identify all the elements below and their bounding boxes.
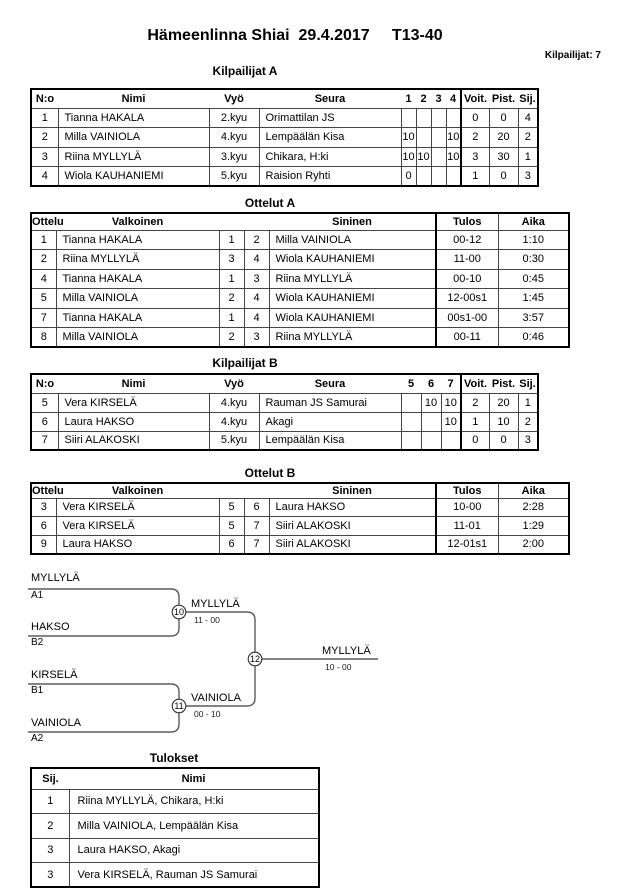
wins-cell: 0 — [461, 108, 489, 128]
match-winner-12: MYLLYLÄ — [322, 645, 371, 657]
section-title-ottelut-a: Ottelut A — [244, 196, 296, 210]
blue-player-number: 7 — [244, 535, 269, 554]
table-row — [31, 328, 569, 348]
bracket-slot-name: VAINIOLA — [31, 717, 81, 729]
col-header-ottelu: Ottelu — [31, 213, 56, 230]
competitor-club: Chikara, H:ki — [259, 147, 401, 167]
blue-player-number: 3 — [244, 269, 269, 289]
table-row — [31, 412, 538, 431]
blue-player: Milla VAINIOLA — [269, 230, 436, 250]
table-header-row — [31, 768, 319, 789]
bracket-line-slot-b1 — [28, 684, 179, 699]
col-header-nimi: Nimi — [69, 768, 319, 789]
wins-cell: 2 — [461, 128, 489, 148]
competitor-club: Orimattilan JS — [259, 108, 401, 128]
points-cell: 0 — [489, 108, 518, 128]
placement-cell: 3 — [31, 838, 69, 863]
competitor-club: Rauman JS Samurai — [259, 393, 401, 412]
white-player-number: 1 — [219, 230, 244, 250]
white-player: Tianna HAKALA — [56, 269, 219, 289]
match-result: 11-00 — [436, 250, 498, 270]
match-result: 00-12 — [436, 230, 498, 250]
score-cell — [401, 412, 421, 431]
score-cell — [416, 108, 431, 128]
blue-player-number: 3 — [244, 328, 269, 348]
score-cell — [431, 108, 446, 128]
white-player-number: 6 — [219, 535, 244, 554]
matches-table-b — [30, 482, 570, 555]
points-cell: 30 — [489, 147, 518, 167]
competitor-count: Kilpailijat: 7 — [544, 50, 601, 61]
placement-cell: 2 — [518, 128, 538, 148]
table-row — [31, 147, 538, 167]
blue-player-number: 4 — [244, 250, 269, 270]
col-header-no: N:o — [31, 89, 58, 108]
match-number: 8 — [31, 328, 56, 348]
col-header-aika: Aika — [498, 213, 569, 230]
placement-cell: 2 — [518, 412, 538, 431]
page-title: Hämeenlinna Shiai 29.4.2017 T13-40 — [147, 27, 443, 44]
white-player: Vera KIRSELÄ — [56, 498, 219, 517]
table-row — [31, 308, 569, 328]
col-header-pist: Pist. — [489, 89, 518, 108]
competitors-table-a — [30, 88, 539, 187]
competitor-name: Laura HAKSO — [58, 412, 209, 431]
col-header-sij: Sij. — [518, 89, 538, 108]
col-header-round: 3 — [431, 89, 446, 108]
placement-cell: 1 — [518, 147, 538, 167]
table-row — [31, 230, 569, 250]
table-row — [31, 269, 569, 289]
competitor-club: Lempäälän Kisa — [259, 128, 401, 148]
match-time: 0:45 — [498, 269, 569, 289]
competitor-name: Vera KIRSELÄ — [58, 393, 209, 412]
competitor-number: 1 — [31, 108, 58, 128]
match-winner-10: MYLLYLÄ — [191, 598, 240, 610]
match-number-10: 10 — [173, 607, 184, 617]
col-header-aika: Aika — [498, 483, 569, 498]
table-header-row — [31, 89, 538, 108]
bracket-slot-name: KIRSELÄ — [31, 669, 78, 681]
competitor-belt: 5.kyu — [209, 431, 259, 450]
competitor-belt: 4.kyu — [209, 128, 259, 148]
blue-player: Riina MYLLYLÄ — [269, 269, 436, 289]
result-name: Vera KIRSELÄ, Rauman JS Samurai — [69, 863, 319, 888]
col-header-voit: Voit. — [461, 89, 489, 108]
wins-cell: 3 — [461, 147, 489, 167]
match-time: 1:45 — [498, 289, 569, 309]
score-cell: 10 — [401, 147, 416, 167]
placement-cell: 3 — [31, 863, 69, 888]
col-header-round: 2 — [416, 89, 431, 108]
competitor-number: 2 — [31, 128, 58, 148]
results-table — [30, 767, 320, 888]
table-row — [31, 289, 569, 309]
competitor-number: 5 — [31, 393, 58, 412]
points-cell: 20 — [489, 393, 518, 412]
col-header-sininen: Sininen — [269, 483, 436, 498]
match-score-12: 10 - 00 — [325, 662, 352, 672]
table-row — [31, 814, 319, 839]
white-player-number: 1 — [219, 308, 244, 328]
competitor-belt: 5.kyu — [209, 167, 259, 187]
table-row — [31, 517, 569, 536]
bracket-slot-seed: A2 — [31, 733, 44, 744]
points-cell: 10 — [489, 412, 518, 431]
medal-bracket — [0, 560, 630, 760]
col-header-spacer — [219, 213, 244, 230]
bracket-slot-seed: B2 — [31, 637, 44, 648]
blue-player-number: 4 — [244, 308, 269, 328]
white-player: Tianna HAKALA — [56, 308, 219, 328]
bracket-slot-name: MYLLYLÄ — [31, 572, 80, 584]
col-header-sij: Sij. — [518, 374, 538, 393]
section-title-kilpailijat-a: Kilpailijat A — [212, 64, 278, 78]
blue-player-number: 6 — [244, 498, 269, 517]
match-number: 4 — [31, 269, 56, 289]
white-player: Milla VAINIOLA — [56, 328, 219, 348]
col-header-round: 7 — [441, 374, 461, 393]
blue-player: Wiola KAUHANIEMI — [269, 308, 436, 328]
score-cell: 10 — [416, 147, 431, 167]
placement-cell: 1 — [518, 393, 538, 412]
score-cell — [431, 147, 446, 167]
table-header-row — [31, 483, 569, 498]
table-row — [31, 393, 538, 412]
table-row — [31, 789, 319, 814]
white-player: Vera KIRSELÄ — [56, 517, 219, 536]
match-time: 2:28 — [498, 498, 569, 517]
table-row — [31, 250, 569, 270]
col-header-pist: Pist. — [489, 374, 518, 393]
col-header-sij: Sij. — [31, 768, 69, 789]
table-row — [31, 863, 319, 888]
competitor-number: 4 — [31, 167, 58, 187]
wins-cell: 1 — [461, 167, 489, 187]
blue-player: Laura HAKSO — [269, 498, 436, 517]
blue-player-number: 7 — [244, 517, 269, 536]
competitors-table-b — [30, 373, 539, 451]
points-cell: 0 — [489, 167, 518, 187]
competitor-number: 3 — [31, 147, 58, 167]
match-time: 2:00 — [498, 535, 569, 554]
table-row — [31, 128, 538, 148]
wins-cell: 0 — [461, 431, 489, 450]
match-result: 00-11 — [436, 328, 498, 348]
competitor-club: Raision Ryhti — [259, 167, 401, 187]
score-cell — [441, 431, 461, 450]
col-header-vyo: Vyö — [209, 89, 259, 108]
col-header-tulos: Tulos — [436, 483, 498, 498]
match-number: 3 — [31, 498, 56, 517]
blue-player: Wiola KAUHANIEMI — [269, 289, 436, 309]
col-header-sininen: Sininen — [269, 213, 436, 230]
col-header-nimi: Nimi — [58, 374, 209, 393]
result-name: Laura HAKSO, Akagi — [69, 838, 319, 863]
wins-cell: 2 — [461, 393, 489, 412]
white-player-number: 2 — [219, 289, 244, 309]
match-score-10: 11 - 00 — [194, 615, 220, 625]
table-header-row — [31, 213, 569, 230]
col-header-ottelu: Ottelu — [32, 484, 64, 497]
placement-cell: 3 — [518, 431, 538, 450]
col-header-valkoinen: Valkoinen — [56, 483, 219, 498]
points-cell: 0 — [489, 431, 518, 450]
match-number: 9 — [31, 535, 56, 554]
bracket-slot-seed: A1 — [31, 590, 44, 601]
score-cell: 10 — [441, 393, 461, 412]
white-player: Laura HAKSO — [56, 535, 219, 554]
match-result: 12-01s1 — [436, 535, 498, 554]
bracket-lines — [0, 560, 630, 760]
placement-cell: 3 — [518, 167, 538, 187]
competitor-number: 6 — [31, 412, 58, 431]
placement-cell: 2 — [31, 814, 69, 839]
col-header-spacer — [244, 213, 269, 230]
col-header-nimi: Nimi — [58, 89, 209, 108]
bracket-slot-seed: B1 — [31, 685, 44, 696]
col-header-voit: Voit. — [461, 374, 489, 393]
table-row — [31, 167, 538, 187]
blue-player-number: 2 — [244, 230, 269, 250]
col-header-valkoinen: Valkoinen — [56, 213, 219, 230]
col-header-vyo: Vyö — [209, 374, 259, 393]
table-header-row — [31, 374, 538, 393]
score-cell: 10 — [446, 128, 461, 148]
table-row — [31, 108, 538, 128]
table-row — [31, 498, 569, 517]
white-player-number: 5 — [219, 517, 244, 536]
competitor-name: Siiri ALAKOSKI — [58, 431, 209, 450]
bracket-line-slot-a1 — [28, 589, 179, 605]
competitor-name: Riina MYLLYLÄ — [58, 147, 209, 167]
match-time: 1:29 — [498, 517, 569, 536]
white-player: Riina MYLLYLÄ — [56, 250, 219, 270]
score-cell — [446, 108, 461, 128]
score-cell — [416, 128, 431, 148]
score-cell — [421, 412, 441, 431]
match-result: 00s1-00 — [436, 308, 498, 328]
match-result: 12-00s1 — [436, 289, 498, 309]
blue-player-number: 4 — [244, 289, 269, 309]
competitor-belt: 2.kyu — [209, 108, 259, 128]
score-cell — [431, 128, 446, 148]
score-cell — [431, 167, 446, 187]
col-header-seura: Seura — [259, 374, 401, 393]
points-cell: 20 — [489, 128, 518, 148]
white-player: Milla VAINIOLA — [56, 289, 219, 309]
match-time: 3:57 — [498, 308, 569, 328]
competitor-club: Akagi — [259, 412, 401, 431]
match-number: 2 — [31, 250, 56, 270]
competitor-belt: 4.kyu — [209, 393, 259, 412]
col-header-spacer — [244, 483, 269, 498]
match-number: 1 — [31, 230, 56, 250]
score-cell: 10 — [401, 128, 416, 148]
match-time: 0:46 — [498, 328, 569, 348]
col-header-spacer — [219, 483, 244, 498]
blue-player: Riina MYLLYLÄ — [269, 328, 436, 348]
table-row — [31, 838, 319, 863]
competitor-name: Milla VAINIOLA — [58, 128, 209, 148]
col-header-seura: Seura — [259, 89, 401, 108]
competitor-number: 7 — [31, 431, 58, 450]
placement-cell: 4 — [518, 108, 538, 128]
match-time: 1:10 — [498, 230, 569, 250]
match-number-11: 11 — [174, 701, 184, 711]
col-header-no: N:o — [31, 374, 58, 393]
match-number: 5 — [31, 289, 56, 309]
match-number: 7 — [31, 308, 56, 328]
competitor-name: Tianna HAKALA — [58, 108, 209, 128]
match-result: 11-01 — [436, 517, 498, 536]
col-header-round: 6 — [421, 374, 441, 393]
white-player-number: 3 — [219, 250, 244, 270]
section-title-ottelut-b: Ottelut B — [244, 466, 296, 480]
table-row — [31, 431, 538, 450]
score-cell: 10 — [421, 393, 441, 412]
competitor-belt: 3.kyu — [209, 147, 259, 167]
match-winner-11: VAINIOLA — [191, 692, 241, 704]
white-player-number: 1 — [219, 269, 244, 289]
score-cell: 10 — [441, 412, 461, 431]
white-player: Tianna HAKALA — [56, 230, 219, 250]
competitor-club: Lempäälän Kisa — [259, 431, 401, 450]
blue-player: Siiri ALAKOSKI — [269, 517, 436, 536]
score-cell — [401, 393, 421, 412]
col-header-round: 4 — [446, 89, 461, 108]
score-cell: 10 — [446, 147, 461, 167]
match-number-12: 12 — [249, 654, 260, 664]
bracket-slot-name: HAKSO — [31, 621, 70, 633]
match-time: 0:30 — [498, 250, 569, 270]
score-cell — [421, 431, 441, 450]
score-cell — [401, 108, 416, 128]
match-score-11: 00 - 10 — [194, 709, 221, 719]
score-cell — [416, 167, 431, 187]
matches-table-a — [30, 212, 570, 348]
score-cell — [446, 167, 461, 187]
score-cell — [401, 431, 421, 450]
blue-player: Siiri ALAKOSKI — [269, 535, 436, 554]
match-result: 10-00 — [436, 498, 498, 517]
col-header-round: 1 — [401, 89, 416, 108]
white-player-number: 2 — [219, 328, 244, 348]
wins-cell: 1 — [461, 412, 489, 431]
table-row — [31, 535, 569, 554]
result-name: Milla VAINIOLA, Lempäälän Kisa — [69, 814, 319, 839]
col-header-tulos: Tulos — [436, 213, 498, 230]
match-number: 6 — [31, 517, 56, 536]
match-result: 00-10 — [436, 269, 498, 289]
col-header-round: 5 — [401, 374, 421, 393]
section-title-tulokset: Tulokset — [149, 751, 199, 765]
result-name: Riina MYLLYLÄ, Chikara, H:ki — [69, 789, 319, 814]
blue-player: Wiola KAUHANIEMI — [269, 250, 436, 270]
competitor-name: Wiola KAUHANIEMI — [58, 167, 209, 187]
placement-cell: 1 — [31, 789, 69, 814]
section-title-kilpailijat-b: Kilpailijat B — [212, 356, 278, 370]
competitor-belt: 4.kyu — [209, 412, 259, 431]
white-player-number: 5 — [219, 498, 244, 517]
score-cell: 0 — [401, 167, 416, 187]
